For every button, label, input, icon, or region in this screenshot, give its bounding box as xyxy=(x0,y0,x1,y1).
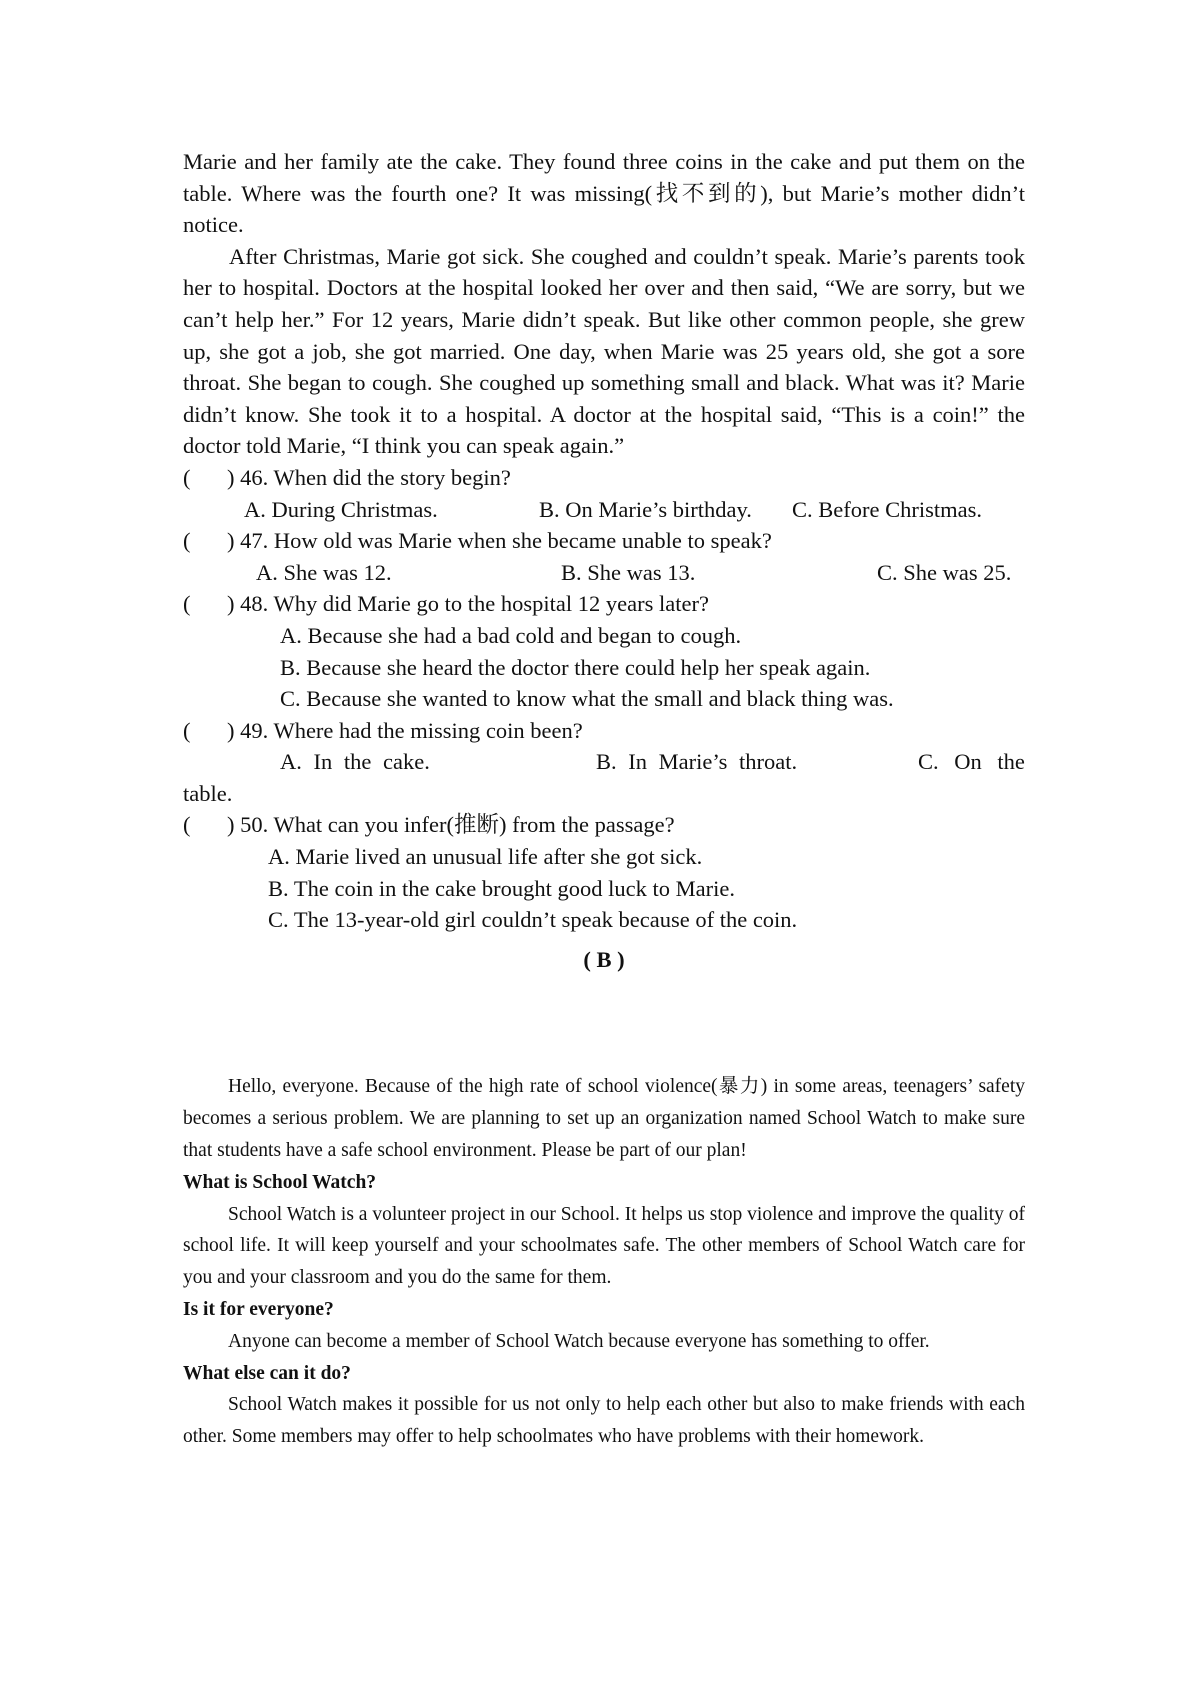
section-b-paragraph-3: School Watch makes it possible for us not only to help each other but also to make friends with each other. Some members may offer to help schoolmates who have problems with their homework. xyxy=(183,1394,1025,1448)
answer-blank[interactable]: ( xyxy=(183,464,191,490)
question-47-options xyxy=(183,557,1025,589)
heading-what-is-school-watch: What is School Watch? xyxy=(183,1171,377,1193)
option-b[interactable]: B. On Marie’s birthday. xyxy=(539,496,752,522)
option-b[interactable]: B. She was 13. xyxy=(561,559,696,585)
heading-what-else-can-it-do: What else can it do? xyxy=(183,1362,351,1384)
answer-blank[interactable]: ( xyxy=(183,812,191,838)
option-c[interactable]: C. The 13-year-old girl couldn’t speak because of the coin. xyxy=(268,907,798,933)
option-a[interactable]: A. Because she had a bad cold and began to cough. xyxy=(280,622,742,648)
answer-blank[interactable]: ( xyxy=(183,528,191,554)
option-c[interactable]: C. She was 25. xyxy=(877,559,1012,585)
question-50 xyxy=(183,809,1025,841)
question-46-options xyxy=(183,494,1025,526)
question-46 xyxy=(183,462,1025,494)
option-a[interactable]: A. She was 12. xyxy=(256,559,392,585)
option-b[interactable]: B. In Marie’s throat. xyxy=(596,749,798,775)
option-a[interactable]: A. During Christmas. xyxy=(244,496,438,522)
passage-a-paragraph-2: After Christmas, Marie got sick. She coughed and couldn’t speak. Marie’s parents took her to hospital. Doctors at the hospital looked her over and then said, “We are sorry, but we can’t help her.” For 12 years, Marie didn’t speak. But like other common people, she grew up, she got a job, she got married. One day, when Marie was 25 years old, she got a sore throat. She began to cough. She coughed up something small and black. What was it? Marie didn’t know. She took it to a hospital. A doctor at the hospital said, “This is a coin!” the doctor told Marie, “I think you can speak again.” xyxy=(183,243,1025,459)
question-49 xyxy=(183,715,1025,747)
option-c[interactable]: C. Before Christmas. xyxy=(792,496,982,522)
section-b-title: ( B ) xyxy=(583,946,625,972)
option-c-continuation: table. xyxy=(183,780,233,806)
question-text: ) 47. How old was Marie when she became unable to speak? xyxy=(227,528,772,554)
section-b-intro: Hello, everyone. Because of the high rate of school violence(暴力) in some areas, teenagers’ safety becomes a serious problem. We are planning to set up an organization named School Watch to make sure that students have a safe school environment. Please be part of our plan! xyxy=(183,1076,1025,1162)
passage-a-paragraph-1: Marie and her family ate the cake. They found three coins in the cake and put them on the table. Where was the fourth one? It was missing(找不到的), but Marie’s mother didn’t notice. xyxy=(183,149,1025,238)
heading-is-it-for-everyone: Is it for everyone? xyxy=(183,1299,334,1321)
option-b[interactable]: B. Because she heard the doctor there could help her speak again. xyxy=(280,654,871,680)
question-48 xyxy=(183,588,1025,620)
question-text: ) 50. What can you infer(推断) from the passage? xyxy=(227,812,675,838)
option-c[interactable]: C. Because she wanted to know what the small and black thing was. xyxy=(280,686,894,712)
option-b[interactable]: B. The coin in the cake brought good luck to Marie. xyxy=(268,875,735,901)
answer-blank[interactable]: ( xyxy=(183,591,191,617)
question-text: ) 46. When did the story begin? xyxy=(227,464,511,490)
question-47 xyxy=(183,525,1025,557)
question-text: ) 49. Where had the missing coin been? xyxy=(227,717,583,743)
exam-page xyxy=(183,146,1025,1453)
option-a[interactable]: A. Marie lived an unusual life after she got sick. xyxy=(268,844,703,870)
option-c[interactable]: C. On the xyxy=(918,749,1025,775)
answer-blank[interactable]: ( xyxy=(183,717,191,743)
question-text: ) 48. Why did Marie go to the hospital 12 years later? xyxy=(227,591,709,617)
question-49-options xyxy=(183,746,1025,778)
section-b-paragraph-1: School Watch is a volunteer project in our School. It helps us stop violence and improve the quality of school life. It will keep yourself and your schoolmates safe. The other members of School Watch care for you and your classroom and you do the same for them. xyxy=(183,1203,1025,1289)
option-a[interactable]: A. In the cake. xyxy=(280,749,430,775)
section-b-paragraph-2: Anyone can become a member of School Watch because everyone has something to offer. xyxy=(228,1330,930,1352)
blank-space xyxy=(183,975,1025,1071)
